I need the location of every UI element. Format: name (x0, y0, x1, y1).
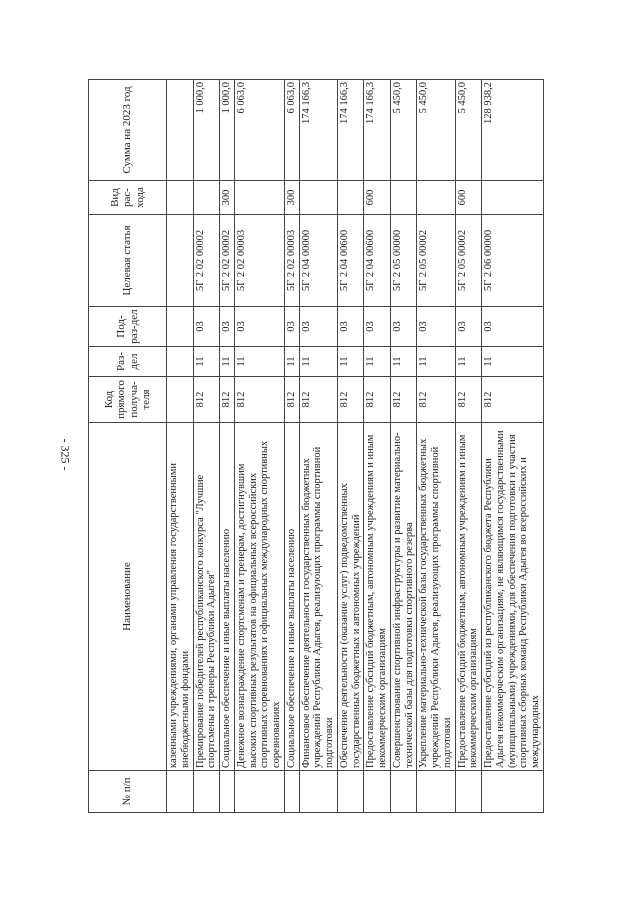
cell-exptype (234, 181, 284, 215)
cell-target: 5Г 2 04 00600 (364, 215, 391, 307)
cell-exptype (193, 181, 220, 215)
cell-exptype (337, 181, 364, 215)
cell-code: 812 (417, 377, 455, 423)
cell-section (167, 347, 194, 377)
cell-code: 812 (337, 377, 364, 423)
cell-section: 11 (337, 347, 364, 377)
table-row (417, 80, 455, 813)
cell-subsection: 03 (284, 307, 299, 347)
cell-name: Социальное обеспечение и иные выплаты населению (284, 423, 299, 771)
cell-name: Социальное обеспечение и иные выплаты населению (220, 423, 235, 771)
cell-num (193, 771, 220, 813)
cell-code: 812 (455, 377, 482, 423)
cell-code: 812 (284, 377, 299, 423)
cell-subsection: 03 (299, 307, 337, 347)
cell-name: Денежное вознаграждение спортсменам и тренерам, достигнувшим высоких спортивных результатов на официальных всероссийских спортивных соревнованиях и официальных международных спортивных соревнованиях (234, 423, 284, 771)
cell-subsection: 03 (455, 307, 482, 347)
cell-target: 5Г 2 04 00600 (337, 215, 364, 307)
cell-subsection: 03 (220, 307, 235, 347)
cell-code: 812 (220, 377, 235, 423)
cell-target: 5Г 2 05 00002 (417, 215, 455, 307)
cell-name: Укрепление материально-технической базы государственных бюджетных учреждений Республики Адыгея, реализующих программы спортивной подготовки (417, 423, 455, 771)
header-name: Наименование (89, 423, 167, 771)
header-sum: Сумма на 2023 год (89, 80, 167, 181)
cell-code: 812 (390, 377, 417, 423)
cell-code: 812 (299, 377, 337, 423)
table-body (167, 80, 544, 813)
table-row (390, 80, 417, 813)
cell-sum: 6 063,0 (284, 80, 299, 181)
cell-name: Обеспечение деятельности (оказание услуг) подведомственных государственных бюджетных и автономных учреждений (337, 423, 364, 771)
cell-exptype: 600 (364, 181, 391, 215)
table-row (455, 80, 482, 813)
cell-code: 812 (364, 377, 391, 423)
cell-exptype (167, 181, 194, 215)
cell-section: 11 (482, 347, 544, 377)
cell-code (167, 377, 194, 423)
cell-target: 5Г 2 05 00000 (390, 215, 417, 307)
cell-section: 11 (417, 347, 455, 377)
cell-name: Премирование победителей республиканского конкурса "Лучшие спортсмены и тренеры Республики Адыгея" (193, 423, 220, 771)
cell-name: казенными учреждениями, органами управления государственными внебюджетными фондами (167, 423, 194, 771)
header-section: Раз-дел (89, 347, 167, 377)
table-row (167, 80, 194, 813)
cell-num (167, 771, 194, 813)
cell-target: 5Г 2 05 00002 (455, 215, 482, 307)
cell-section: 11 (455, 347, 482, 377)
cell-sum: 128 938,2 (482, 80, 544, 181)
cell-num (364, 771, 391, 813)
cell-name: Совершенствование спортивной инфраструктуры и развитие материально-технической базы для подготовки спортивного резерва (390, 423, 417, 771)
table-row (482, 80, 544, 813)
cell-code: 812 (234, 377, 284, 423)
cell-code: 812 (193, 377, 220, 423)
cell-code: 812 (482, 377, 544, 423)
cell-name: Предоставление субсидий бюджетным, автономным учреждениям и иным некоммерческим организациям (364, 423, 391, 771)
header-num: № п/п (89, 771, 167, 813)
cell-sum: 174 166,3 (299, 80, 337, 181)
cell-sum: 1 000,0 (220, 80, 235, 181)
table-row (337, 80, 364, 813)
cell-target: 5Г 2 06 00000 (482, 215, 544, 307)
table-row (234, 80, 284, 813)
cell-target: 5Г 2 02 00002 (193, 215, 220, 307)
cell-subsection: 03 (364, 307, 391, 347)
table-row (364, 80, 391, 813)
header-code: Код прямого получа-теля (89, 377, 167, 423)
table-row (299, 80, 337, 813)
header-target: Целевая статья (89, 215, 167, 307)
table-row (220, 80, 235, 813)
cell-section: 11 (390, 347, 417, 377)
cell-target: 5Г 2 04 00000 (299, 215, 337, 307)
cell-name: Финансовое обеспечение деятельности государственных бюджетных учреждений Республики Адыгея, реализующих программы спортивной подготовки (299, 423, 337, 771)
cell-subsection: 03 (234, 307, 284, 347)
cell-exptype: 600 (455, 181, 482, 215)
cell-sum (167, 80, 194, 181)
cell-num (455, 771, 482, 813)
cell-sum: 174 166,3 (337, 80, 364, 181)
cell-section: 11 (299, 347, 337, 377)
cell-subsection: 03 (417, 307, 455, 347)
cell-exptype (482, 181, 544, 215)
cell-sum: 1 000,0 (193, 80, 220, 181)
cell-section: 11 (193, 347, 220, 377)
cell-num (390, 771, 417, 813)
cell-exptype (417, 181, 455, 215)
cell-section: 11 (284, 347, 299, 377)
cell-exptype (299, 181, 337, 215)
budget-table (88, 79, 544, 813)
cell-num (482, 771, 544, 813)
table-header-row (89, 80, 167, 813)
cell-num (284, 771, 299, 813)
cell-exptype (390, 181, 417, 215)
cell-exptype: 300 (220, 181, 235, 215)
cell-name: Предоставление субсидий из республиканского бюджета Республики Адыгея некоммерческим организациям, не являющимся государственными (муниципальными) учреждениями, для обеспечения подготовки и участия спортивных сборных команд Республики Адыгея во всероссийских и международных (482, 423, 544, 771)
rotated-table-container (88, 80, 552, 813)
cell-num (220, 771, 235, 813)
cell-sum: 6 063,0 (234, 80, 284, 181)
cell-subsection: 03 (482, 307, 544, 347)
cell-exptype: 300 (284, 181, 299, 215)
cell-name: Предоставление субсидий бюджетным, автономным учреждениям и иным некоммерческим организациям (455, 423, 482, 771)
cell-target: 5Г 2 02 00002 (220, 215, 235, 307)
table-row (284, 80, 299, 813)
cell-subsection: 03 (390, 307, 417, 347)
cell-sum: 5 450,0 (455, 80, 482, 181)
cell-subsection: 03 (337, 307, 364, 347)
cell-sum: 5 450,0 (417, 80, 455, 181)
cell-num (337, 771, 364, 813)
cell-sum: 5 450,0 (390, 80, 417, 181)
cell-num (299, 771, 337, 813)
table-row (193, 80, 220, 813)
cell-subsection: 03 (193, 307, 220, 347)
cell-section: 11 (234, 347, 284, 377)
cell-target (167, 215, 194, 307)
cell-subsection (167, 307, 194, 347)
cell-section: 11 (220, 347, 235, 377)
cell-num (417, 771, 455, 813)
header-exptype: Вид рас-хода (89, 181, 167, 215)
cell-sum: 174 166,3 (364, 80, 391, 181)
cell-section: 11 (364, 347, 391, 377)
header-subsection: Под-раз-дел (89, 307, 167, 347)
cell-target: 5Г 2 02 00003 (234, 215, 284, 307)
cell-num (234, 771, 284, 813)
page-number: - 325 - (58, 438, 73, 471)
cell-target: 5Г 2 02 00003 (284, 215, 299, 307)
